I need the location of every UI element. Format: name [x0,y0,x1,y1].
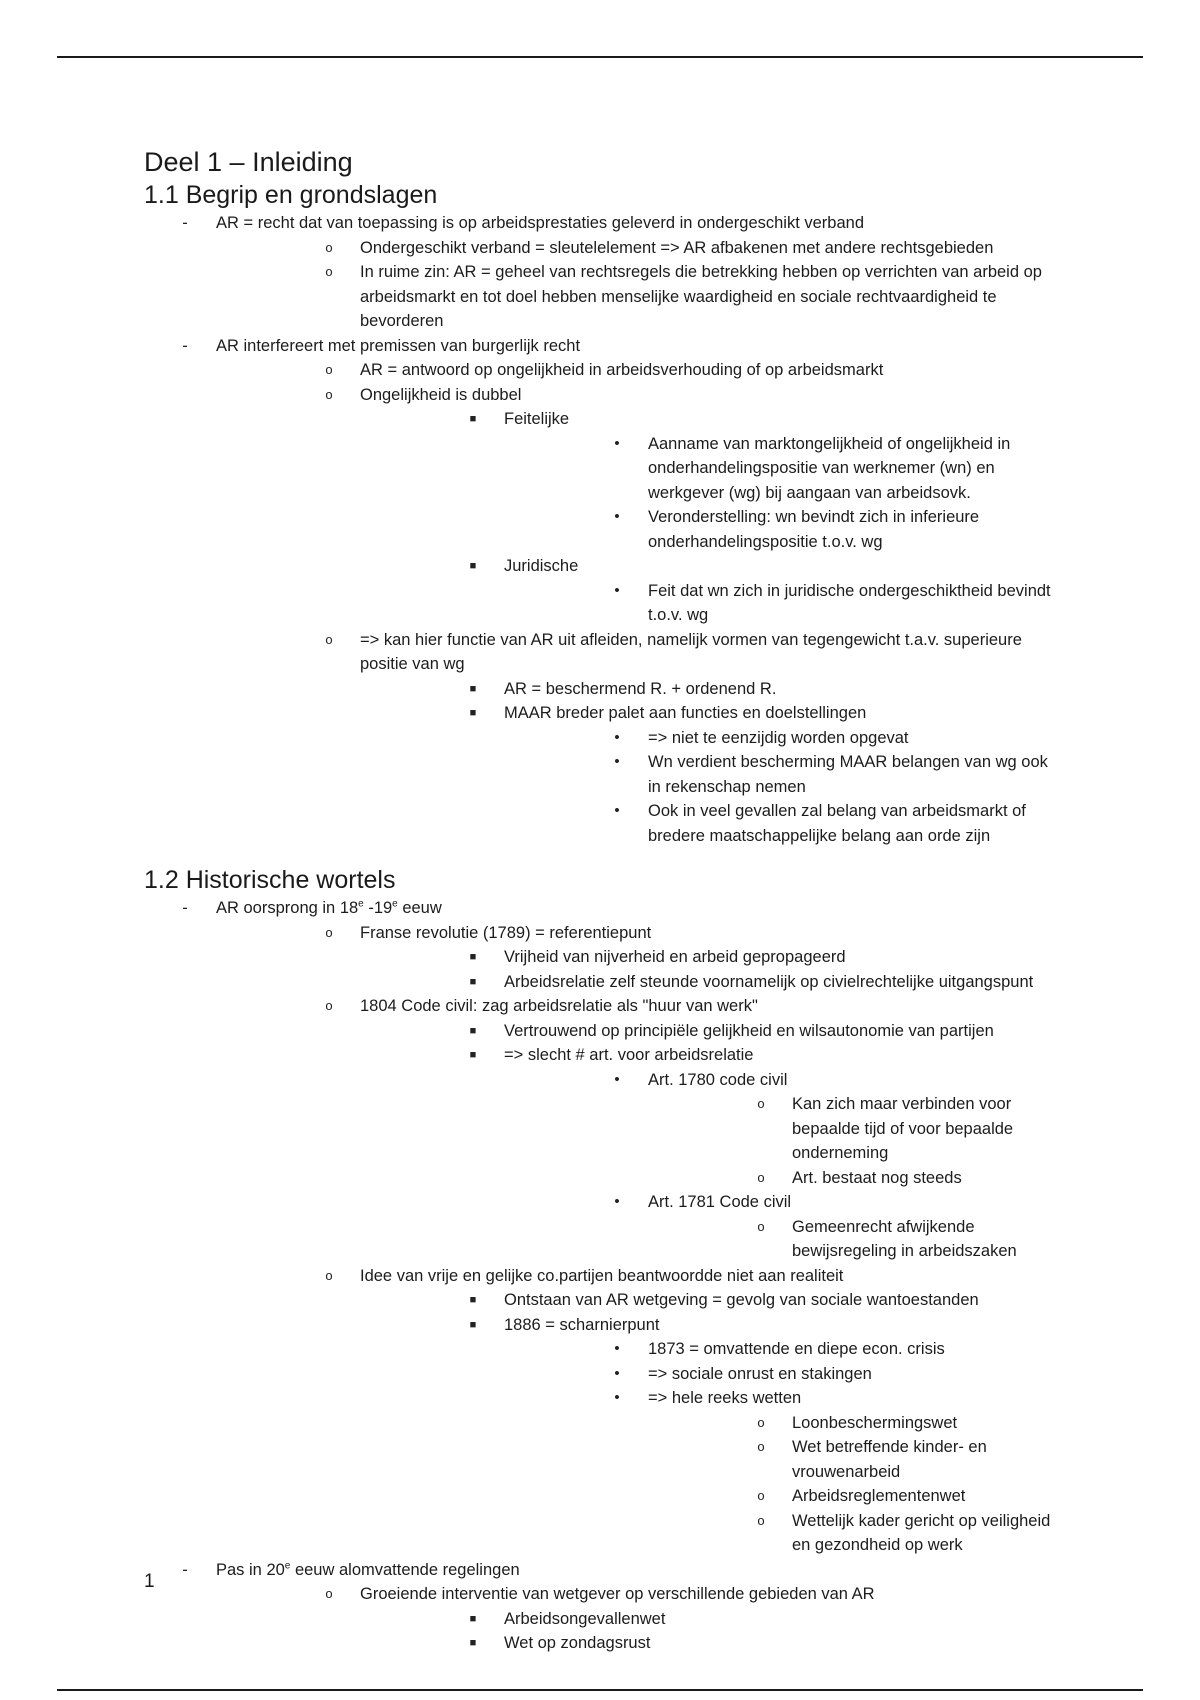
dash-bullet: - [182,336,188,355]
square-bullet: ■ [469,975,477,988]
list-item: o Ongelijkheid is dubbel ■ Feitelijke • Aanname van marktongelijkheid of ongelijkheid in onderhandelingspositie van werknemer (wn) en werkgever (wg) bij aangaan van arbeidsovk. • Veronderstelling: wn bevindt zich in inferieure onderhandelingspositie t.o.v. wg ■ Juridische • Feit dat wn zich in juridische ondergeschiktheid bevindt t.o.v. wg [288,383,1064,628]
list-item: o Wet betreffende kinder- en vrouwenarbeid [720,1435,1064,1484]
circle-bullet: o [325,1267,333,1283]
footer-rule [57,1689,1143,1691]
list-item: ■ 1886 = scharnierpunt • 1873 = omvattende en diepe econ. crisis • => sociale onrust en stakingen • => hele reeks wetten o Loonbeschermingswet o Wet betreffende kinder- en vrouwenarbeid o Arbeidsreglementenwet o Wettelijk kader gericht op veiligheid en gezondheid op werk [432,1313,1064,1558]
list-item: o 1804 Code civil: zag arbeidsrelatie als "huur van werk" ■ Vertrouwend op principiële gelijkheid en wilsautonomie van partijen ■ => slecht # art. voor arbeidsrelatie • Art. 1780 code civil o Kan zich maar verbinden voor bepaalde tijd of voor bepaalde onderneming o Art. bestaat nog steeds • Art. 1781 Code civil o Gemeenrecht afwijkende bewijsregeling in arbeidszaken [288,994,1064,1264]
list-item: o => kan hier functie van AR uit afleiden, namelijk vormen van tegengewicht t.a.v. superieure positie van wg ■ AR = beschermend R. + ordenend R. ■ MAAR breder palet aan functies en doelstellingen • => niet te eenzijdig worden opgevat • Wn verdient bescherming MAAR belangen van wg ook in rekenschap nemen • Ook in veel gevallen zal belang van arbeidsmarkt of bredere maatschappelijke belang aan orde zijn [288,628,1064,849]
list-item: ■ Ontstaan van AR wetgeving = gevolg van sociale wantoestanden [432,1288,1064,1313]
list-item: o Wettelijk kader gericht op veiligheid en gezondheid op werk [720,1509,1064,1558]
list-item: o Loonbeschermingswet [720,1411,1064,1436]
list-item: • Art. 1780 code civil o Kan zich maar verbinden voor bepaalde tijd of voor bepaalde onderneming o Art. bestaat nog steeds [576,1068,1064,1191]
list-item: o AR = antwoord op ongelijkheid in arbeidsverhouding of op arbeidsmarkt [288,358,1064,383]
list-item: • Aanname van marktongelijkheid of ongelijkheid in onderhandelingspositie van werknemer (wn) en werkgever (wg) bij aangaan van arbeidsovk. [576,432,1064,506]
dot-bullet: • [614,1070,620,1088]
list-item: ■ Juridische • Feit dat wn zich in juridische ondergeschiktheid bevindt t.o.v. wg [432,554,1064,628]
dot-bullet: • [614,581,620,599]
list-item: - AR = recht dat van toepassing is op arbeidsprestaties geleverd in ondergeschikt verband o Ondergeschikt verband = sleutelelement => AR afbakenen met andere rechtsgebieden o In ruime zin: AR = geheel van rechtsregels die betrekking hebben op verrichten van arbeid op arbeidsmarkt en tot doel hebben menselijke waardigheid en sociale rechtvaardigheid te bevorderen [144,211,1064,334]
square-bullet: ■ [469,707,477,719]
page-number: 1 [144,1571,155,1592]
list-item: o Groeiende interventie van wetgever op verschillende gebieden van AR ■ Arbeidsongevallenwet ■ Wet op zondagsrust [288,1582,1064,1656]
circle-bullet: o [325,264,333,279]
dot-bullet: • [614,1364,620,1382]
square-bullet: ■ [469,951,477,963]
list-item: ■ Feitelijke • Aanname van marktongelijkheid of ongelijkheid in onderhandelingspositie van werknemer (wn) en werkgever (wg) bij aangaan van arbeidsovk. • Veronderstelling: wn bevindt zich in inferieure onderhandelingspositie t.o.v. wg [432,407,1064,554]
list-item: o Franse revolutie (1789) = referentiepunt ■ Vrijheid van nijverheid en arbeid gepropageerd ■ Arbeidsrelatie zelf steunde voornamelijk op civielrechtelijke uitgangspunt [288,921,1064,995]
list-item: o Gemeenrecht afwijkende bewijsregeling in arbeidszaken [720,1215,1064,1264]
document-body [144,145,1064,1656]
circle-bullet: o [757,1488,765,1503]
circle-bullet: o [757,1218,765,1234]
list-item: - AR oorsprong in 18e -19e eeuw o Franse revolutie (1789) = referentiepunt ■ Vrijheid van nijverheid en arbeid gepropageerd ■ Arbeidsrelatie zelf steunde voornamelijk op civielrechtelijke uitgangspunt o 1804 Code civil: zag arbeidsrelatie als "huur van werk" ■ Vertrouwend op principiële gelijkheid en wilsautonomie van partijen ■ => slecht # art. voor arbeidsrelatie • Art. 1780 code civil o Kan zich maar verbinden voor bepaalde tijd of voor bepaalde onderneming o Art. bestaat nog steeds • Art. 1781 Code civil o Gemeenrecht afwijkende bewijsregeling in arbeidszaken o Idee van vrije en gelijke co.partijen beantwoordde niet aan realiteit ■ Ontstaan van AR wetgeving = gevolg van sociale wantoestanden ■ 1886 = scharnierpunt • 1873 = omvattende en diepe econ. crisis • => sociale onrust en stakingen • => hele reeks wetten o Loonbeschermingswet o Wet betreffende kinder- en vrouwenarbeid o Arbeidsreglementenwet o Wettelijk kader gericht op veiligheid en gezondheid op werk [144,896,1064,1558]
section-heading-1-1: 1.1 Begrip en grondslagen [144,181,438,209]
circle-bullet: o [325,239,333,255]
dot-bullet: • [614,508,620,525]
circle-bullet: o [757,1414,765,1430]
list-item: ■ Arbeidsrelatie zelf steunde voornamelijk op civielrechtelijke uitgangspunt [432,970,1064,995]
list-item: ■ MAAR breder palet aan functies en doelstellingen • => niet te eenzijdig worden opgevat • Wn verdient bescherming MAAR belangen van wg ook in rekenschap nemen • Ook in veel gevallen zal belang van arbeidsmarkt of bredere maatschappelijke belang aan orde zijn [432,701,1064,848]
list-item: o Kan zich maar verbinden voor bepaalde tijd of voor bepaalde onderneming [720,1092,1064,1166]
list-item: o Ondergeschikt verband = sleutelelement => AR afbakenen met andere rechtsgebieden [288,236,1064,261]
dot-bullet: • [614,1340,620,1357]
dot-bullet: • [614,728,620,746]
square-bullet: ■ [469,1294,477,1306]
chapter-title: Deel 1 – Inleiding [144,147,353,177]
circle-bullet: o [325,386,333,402]
list-item: • => niet te eenzijdig worden opgevat [576,726,1064,751]
list-item: ■ Arbeidsongevallenwet [432,1607,1064,1632]
list-item: ■ Wet op zondagsrust [432,1631,1064,1656]
list-item: - Pas in 20e eeuw alomvattende regelingen o Groeiende interventie van wetgever op verschillende gebieden van AR ■ Arbeidsongevallenwet ■ Wet op zondagsrust [144,1558,1064,1656]
circle-bullet: o [325,924,333,940]
circle-bullet: o [757,1169,765,1185]
square-bullet: ■ [469,1024,477,1037]
list-item: o Idee van vrije en gelijke co.partijen beantwoordde niet aan realiteit ■ Ontstaan van AR wetgeving = gevolg van sociale wantoestanden ■ 1886 = scharnierpunt • 1873 = omvattende en diepe econ. crisis • => sociale onrust en stakingen • => hele reeks wetten o Loonbeschermingswet o Wet betreffende kinder- en vrouwenarbeid o Arbeidsreglementenwet o Wettelijk kader gericht op veiligheid en gezondheid op werk [288,1264,1064,1558]
list-item: • Art. 1781 Code civil o Gemeenrecht afwijkende bewijsregeling in arbeidszaken [576,1190,1064,1264]
list-item: ■ Vertrouwend op principiële gelijkheid en wilsautonomie van partijen [432,1019,1064,1044]
square-bullet: ■ [469,413,477,425]
dash-bullet: - [182,899,188,917]
list-item: o Arbeidsreglementenwet [720,1484,1064,1509]
square-bullet: ■ [469,1637,477,1649]
list-item: ■ AR = beschermend R. + ordenend R. [432,677,1064,702]
square-bullet: ■ [469,1612,477,1625]
dot-bullet: • [614,1193,620,1210]
circle-bullet: o [325,362,333,377]
section-1-1-list [144,211,1064,848]
square-bullet: ■ [469,682,477,695]
square-bullet: ■ [469,1318,477,1331]
header-rule [57,56,1143,58]
circle-bullet: o [757,1512,765,1528]
dot-bullet: • [614,1389,620,1406]
list-item: • Wn verdient bescherming MAAR belangen van wg ook in rekenschap nemen [576,750,1064,799]
dot-bullet: • [614,753,620,770]
dot-bullet: • [614,802,620,819]
square-bullet: ■ [469,1049,477,1061]
circle-bullet: o [757,1096,765,1111]
list-item: • 1873 = omvattende en diepe econ. crisis [576,1337,1064,1362]
square-bullet: ■ [469,560,477,572]
dash-bullet: - [182,1560,188,1579]
circle-bullet: o [325,1586,333,1601]
list-item: • Ook in veel gevallen zal belang van arbeidsmarkt of bredere maatschappelijke belang aan orde zijn [576,799,1064,848]
dash-bullet: - [182,214,188,232]
list-item: - AR interfereert met premissen van burgerlijk recht o AR = antwoord op ongelijkheid in arbeidsverhouding of op arbeidsmarkt o Ongelijkheid is dubbel ■ Feitelijke • Aanname van marktongelijkheid of ongelijkheid in onderhandelingspositie van werknemer (wn) en werkgever (wg) bij aangaan van arbeidsovk. • Veronderstelling: wn bevindt zich in inferieure onderhandelingspositie t.o.v. wg ■ Juridische • Feit dat wn zich in juridische ondergeschiktheid bevindt t.o.v. wg o => kan hier functie van AR uit afleiden, namelijk vormen van tegengewicht t.a.v. superieure positie van wg ■ AR = beschermend R. + ordenend R. ■ MAAR breder palet aan functies en doelstellingen • => niet te eenzijdig worden opgevat • Wn verdient bescherming MAAR belangen van wg ook in rekenschap nemen • Ook in veel gevallen zal belang van arbeidsmarkt of bredere maatschappelijke belang aan orde zijn [144,334,1064,849]
section-heading-1-2: 1.2 Historische wortels [144,866,396,894]
list-item: o Art. bestaat nog steeds [720,1166,1064,1191]
list-item: • Feit dat wn zich in juridische ondergeschiktheid bevindt t.o.v. wg [576,579,1064,628]
section-1-2-list [144,896,1064,1656]
dot-bullet: • [614,434,620,452]
list-item: • => hele reeks wetten o Loonbeschermingswet o Wet betreffende kinder- en vrouwenarbeid o Arbeidsreglementenwet o Wettelijk kader gericht op veiligheid en gezondheid op werk [576,1386,1064,1558]
circle-bullet: o [757,1439,765,1454]
list-item: ■ Vrijheid van nijverheid en arbeid gepropageerd [432,945,1064,970]
circle-bullet: o [325,631,333,647]
list-item: o In ruime zin: AR = geheel van rechtsregels die betrekking hebben op verrichten van arbeid op arbeidsmarkt en tot doel hebben menselijke waardigheid en sociale rechtvaardigheid te bevorderen [288,260,1064,334]
list-item: • => sociale onrust en stakingen [576,1362,1064,1387]
list-item: • Veronderstelling: wn bevindt zich in inferieure onderhandelingspositie t.o.v. wg [576,505,1064,554]
list-item: ■ => slecht # art. voor arbeidsrelatie • Art. 1780 code civil o Kan zich maar verbinden voor bepaalde tijd of voor bepaalde onderneming o Art. bestaat nog steeds • Art. 1781 Code civil o Gemeenrecht afwijkende bewijsregeling in arbeidszaken [432,1043,1064,1264]
circle-bullet: o [325,998,333,1013]
